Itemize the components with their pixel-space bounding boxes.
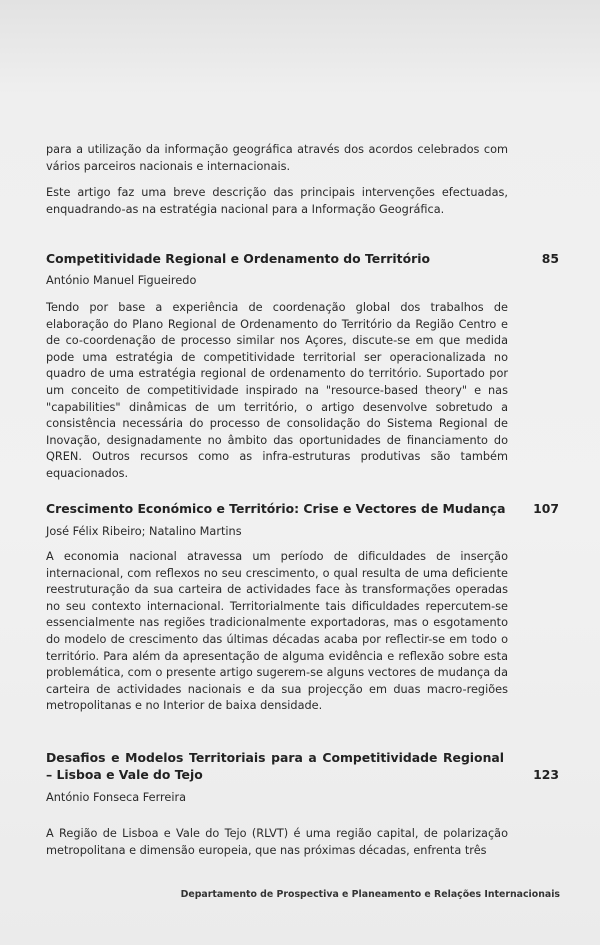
article-authors: António Manuel Figueiredo: [46, 274, 197, 287]
article-abstract: A economia nacional atravessa um período de dificuldades de inserção internacional, com reflexos no seu crescimento, o qual resulta de uma deficiente reestruturação da sua carteira de actividades face às transformações operadas no seu contexto internacional. Territorialmente tais dificuldades repercutem-se essencialmente nas regiões tradicionalmente exportadoras, mas o esgotamento do modelo de crescimento das últimas décadas acaba por reflectir-se em todo o território. Para além da apresentação de alguma evidência e reflexão sobre esta problemática, com o presente artigo sugerem-se alguns vectores de mudança da carteira de actividades nacionais e da sua projecção em duas macro-regiões metropolitanas e no Interior de baixa densidade.: [46, 550, 508, 713]
article-abstract: A Região de Lisboa e Vale do Tejo (RLVT) é uma região capital, de polarização metropolitana e dimensão europeia, que nas próximas décadas, enfrenta três: [46, 827, 508, 857]
article-page-number: 107: [533, 501, 559, 516]
article-title: Crescimento Económico e Território: Crise e Vectores de Mudança: [46, 501, 506, 516]
article-authors: José Félix Ribeiro; Natalino Martins: [46, 525, 242, 538]
article-page-number: 123: [533, 767, 559, 782]
page-footer: Departamento de Prospectiva e Planeamento e Relações Internacionais: [180, 889, 560, 900]
article-page-number: 85: [541, 251, 559, 266]
article-title: Desafios e Modelos Territoriais para a Competitividade Regional – Lisboa e Vale do Tejo: [46, 750, 504, 782]
article-title: Competitividade Regional e Ordenamento do Território: [46, 251, 430, 266]
article-abstract: Tendo por base a experiência de coordenação global dos trabalhos de elaboração do Plano Regional de Ordenamento do Território da Região Centro e de co-coordenação de processo similar nos Açores, discute-se em que medida pode uma estratégia de competitividade territorial ser operacionalizada no quadro de uma estratégia regional de ordenamento do território. Suportado por um conceito de competitividade inspirado na "resource-based theory" e nas "capabilities" dinâmicas de um território, o artigo desenvolve sobretudo a consistência necessária do processo de consolidação do Sistema Regional de Inovação, designadamente no âmbito das oportunidades de financiamento do QREN. Outros recursos como as infra-estruturas produtivas são também equacionados.: [46, 301, 508, 480]
intro-paragraph-1: para a utilização da informação geográfica através dos acordos celebrados com vários parceiros nacionais e internacionais.: [46, 143, 508, 173]
intro-paragraph-2: Este artigo faz uma breve descrição das principais intervenções efectuadas, enquadrando-as na estratégia nacional para a Informação Geográfica.: [46, 186, 508, 216]
article-authors: António Fonseca Ferreira: [46, 791, 187, 804]
